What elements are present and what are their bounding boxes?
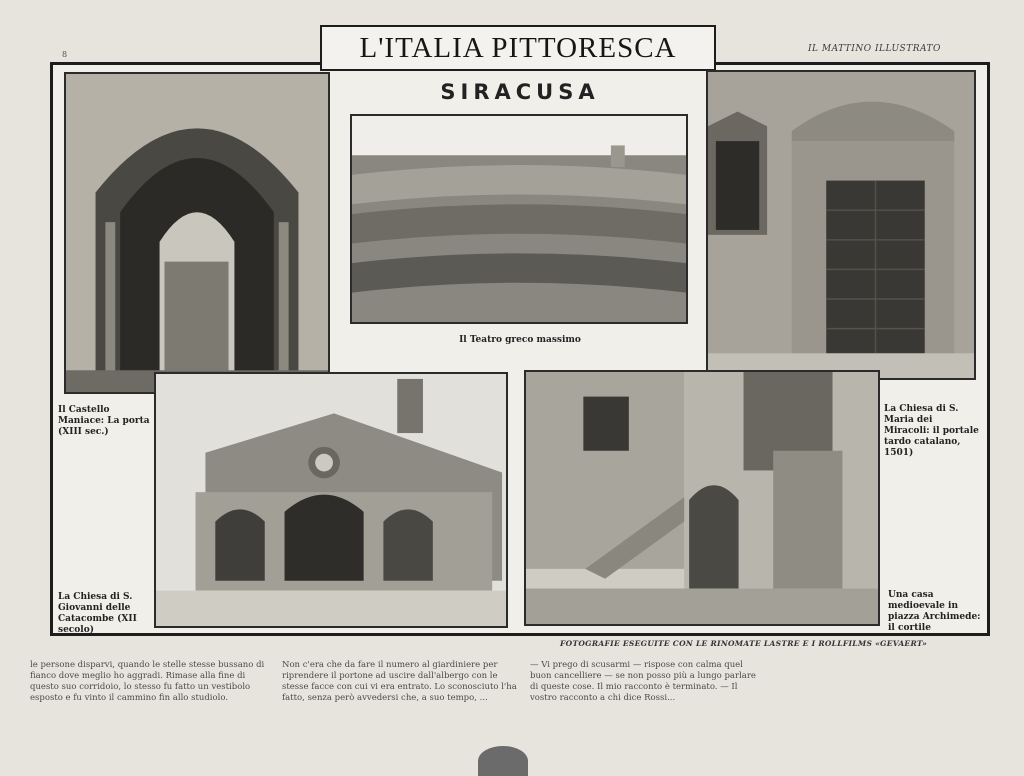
page-number: 8 <box>62 50 68 59</box>
theatre-illustration <box>352 116 686 322</box>
column-text: Non c'era che da fare il numero al giardiniere per riprendere il portone ad uscire dall'albergo con le stesse facce con cui vi era entrato. Lo sconosciuto l'ha fatto, senza però avvedersi che, a suo tempo, ... <box>282 660 517 703</box>
cut-off-image <box>478 746 528 776</box>
photo-casa-medioevale <box>524 370 880 626</box>
caption-teatro-greco: Il Teatro greco massimo <box>459 335 581 345</box>
caption-castello-maniace: Il Castello Maniace: La porta (XIII sec.) <box>58 405 150 437</box>
page-subtitle: SIRACUSA <box>440 80 600 104</box>
page-title: L'ITALIA PITTORESCA <box>320 25 716 71</box>
courtyard-illustration <box>526 372 878 624</box>
column-text: le persone disparvi, quando le stelle stesse bussano di fianco dove meglio ho aggradi. Rimase alla fine di questo suo corridoio, lo stesso fu fatto un vestibolo esposto e fu vinto il cammino fin allo studiolo. <box>30 660 265 703</box>
caption-san-giovanni-catacombe: La Chiesa di S. Giovanni delle Catacombe (XII secolo) <box>58 592 137 635</box>
photo-teatro-greco <box>350 114 688 324</box>
article-column-3 <box>530 660 765 704</box>
photo-santa-maria-miracoli <box>706 70 976 380</box>
masthead: IL MATTINO ILLUSTRATO <box>808 44 941 54</box>
article-column-1 <box>30 660 265 704</box>
church-illustration <box>156 374 506 626</box>
photo-castello-maniace <box>64 72 330 394</box>
caption-santa-maria-miracoli: La Chiesa di S. Maria dei Miracoli: il portale tardo catalano, 1501) <box>884 404 979 458</box>
article-column-2 <box>282 660 517 704</box>
column-text: — Vi prego di scusarmi — rispose con calma quel buon cancelliere — se non posso più a lungo parlare di queste cose. Il mio racconto è terminato. — Il vostro racconto a chi dice Rossi... <box>530 660 756 703</box>
arch-illustration <box>66 74 328 392</box>
photo-credit: FOTOGRAFIE ESEGUITE CON LE RINOMATE LASTRE E I ROLLFILMS «GEVAERT» <box>560 639 928 648</box>
photo-san-giovanni-catacombe <box>154 372 508 628</box>
portal-illustration <box>708 72 974 378</box>
caption-casa-medioevale: Una casa medioevale in piazza Archimede: il cortile <box>888 590 981 633</box>
